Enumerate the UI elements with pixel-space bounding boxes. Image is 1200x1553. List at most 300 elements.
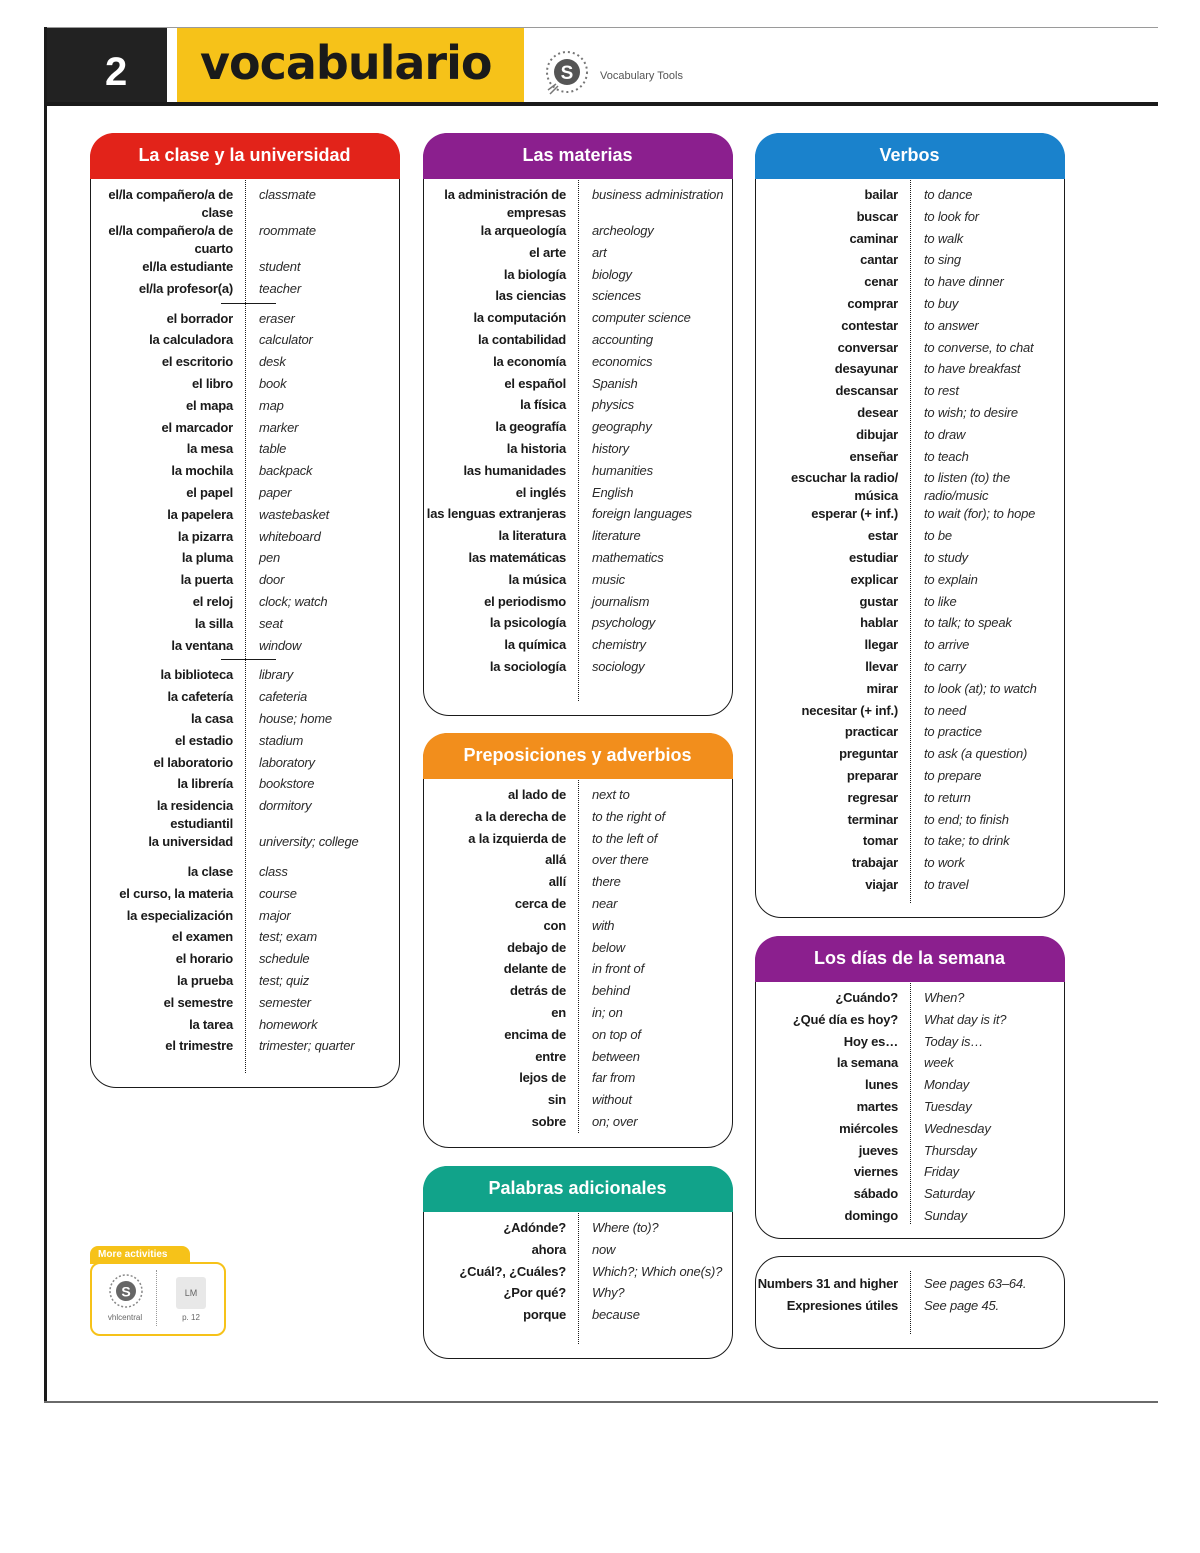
vocab-row [424, 1069, 732, 1091]
vocab-row [91, 637, 399, 659]
vocab-row [424, 571, 732, 593]
english-translation: map [259, 397, 284, 413]
english-translation: Saturday [924, 1186, 975, 1202]
english-translation: door [259, 572, 285, 588]
vocab-row [756, 426, 1064, 448]
section-title-palabras-adicionales: Palabras adicionales [423, 1166, 733, 1212]
spanish-term: la geografía [495, 419, 566, 435]
spanish-term: terminar [847, 811, 898, 827]
spanish-term: viajar [865, 876, 898, 892]
section-title-dias-semana: Los días de la semana [755, 936, 1065, 982]
vocab-row [756, 1297, 1064, 1319]
english-translation: to look (at); to watch [924, 680, 1037, 696]
english-translation: seat [259, 615, 283, 631]
spanish-term: el/la compañero/a de clase [108, 187, 233, 220]
spanish-term: jueves [858, 1142, 898, 1158]
vocab-row [756, 832, 1064, 854]
vocab-list-references [756, 1275, 1064, 1319]
vocab-row [424, 375, 732, 397]
vocab-row [756, 1033, 1064, 1055]
english-translation: Which?; Which one(s)? [592, 1263, 723, 1279]
english-translation: business administration [592, 187, 724, 202]
english-translation: mathematics [592, 549, 664, 565]
english-translation: university; college [259, 834, 359, 850]
english-translation: to travel [924, 876, 969, 892]
english-translation: journalism [592, 593, 650, 609]
vocab-group-courses [91, 863, 399, 1059]
english-translation: desk [259, 354, 286, 370]
vocab-row [91, 688, 399, 710]
english-translation: house; home [259, 710, 332, 726]
spanish-term: preguntar [839, 746, 898, 762]
chapter-number: 2 [105, 50, 128, 94]
spanish-term: la literatura [498, 528, 566, 544]
english-translation: on; over [592, 1113, 638, 1129]
group-separator [91, 302, 399, 310]
english-translation: paper [259, 484, 292, 500]
vocab-row [756, 1207, 1064, 1229]
vocabulary-tools-label: Vocabulary Tools [600, 69, 683, 82]
english-translation: behind [592, 983, 630, 999]
english-translation: Why? [592, 1285, 625, 1301]
english-translation: course [259, 885, 297, 901]
spanish-term: la contabilidad [477, 331, 566, 347]
spanish-term: ¿Qué día es hoy? [792, 1011, 898, 1027]
english-translation: to the right of [592, 808, 665, 824]
spanish-term: la ventana [171, 637, 233, 653]
spanish-term: la administración de empresas [444, 187, 566, 220]
spanish-term: la arqueología [480, 223, 566, 238]
vocab-row [756, 571, 1064, 593]
vocab-row [424, 593, 732, 615]
vocab-row [91, 950, 399, 972]
page-title: vocabulario [200, 36, 492, 90]
english-translation: to the left of [592, 830, 658, 846]
spanish-term: conversar [837, 339, 898, 355]
vocab-row [91, 310, 399, 332]
english-translation: When? [924, 990, 965, 1005]
english-translation: between [592, 1048, 640, 1064]
english-translation: cafeteria [259, 689, 308, 705]
spanish-term: ahora [531, 1241, 566, 1257]
vocab-row [756, 317, 1064, 339]
spanish-term: la calculadora [149, 332, 233, 348]
vocab-row [91, 375, 399, 397]
vocab-row [424, 1048, 732, 1070]
section-title-verbos: Verbos [755, 133, 1065, 179]
vocab-row [91, 353, 399, 375]
group-separator [91, 855, 399, 863]
vocab-row [91, 462, 399, 484]
english-translation: to like [924, 593, 957, 609]
spanish-term: viernes [853, 1164, 898, 1180]
spanish-term: el papel [186, 484, 233, 500]
spanish-term: el libro [191, 375, 233, 391]
vocab-row [756, 614, 1064, 636]
section-references [755, 1256, 1065, 1349]
spanish-term: la economía [493, 353, 566, 369]
spanish-term: porque [523, 1307, 566, 1323]
vocab-row [756, 1163, 1064, 1185]
spanish-term: domingo [844, 1207, 898, 1223]
vocab-row [91, 833, 399, 855]
vocab-row [91, 775, 399, 797]
frame-bottom-line [44, 1401, 1158, 1403]
spanish-term: la especialización [126, 907, 233, 923]
english-translation: to teach [924, 448, 969, 464]
svg-text:S: S [560, 63, 574, 84]
vocab-row [91, 419, 399, 441]
vocab-row [756, 593, 1064, 615]
vocab-row [756, 505, 1064, 527]
spanish-term: delante de [503, 961, 566, 977]
english-translation: to study [924, 549, 968, 565]
english-translation: test; exam [259, 929, 317, 945]
section-title-preposiciones: Preposiciones y adverbios [423, 733, 733, 779]
vocab-row [424, 960, 732, 982]
english-translation: to answer [924, 317, 979, 333]
vocab-row [424, 266, 732, 288]
spanish-term: lejos de [519, 1070, 566, 1086]
spanish-term: allí [548, 874, 566, 890]
english-translation: book [259, 375, 287, 391]
english-translation: to listen (to) the radio/music [924, 470, 1010, 504]
vocab-row [756, 789, 1064, 811]
english-translation: art [592, 244, 607, 260]
english-translation: geography [592, 419, 652, 435]
group-separator [91, 658, 399, 666]
spanish-term: encima de [504, 1026, 566, 1042]
english-translation: to dance [924, 187, 973, 202]
english-translation: English [592, 484, 634, 500]
spanish-term: la residencia estudiantil [156, 798, 233, 832]
spanish-term: gustar [859, 593, 898, 609]
lab-manual-page: p. 12 [182, 1313, 200, 1322]
spanish-term: cerca de [514, 895, 566, 911]
vocab-row [424, 982, 732, 1004]
english-translation: bookstore [259, 776, 315, 792]
vocab-list-adicionales [424, 1219, 732, 1328]
english-translation: window [259, 637, 302, 653]
vocab-row [424, 418, 732, 440]
spanish-term: la física [520, 397, 566, 413]
vocab-row [424, 549, 732, 571]
vocab-row [756, 448, 1064, 470]
english-translation: classmate [259, 187, 316, 202]
english-translation: pen [259, 550, 281, 566]
vocab-row [756, 251, 1064, 273]
vocab-row [756, 360, 1064, 382]
section-dias-semana [755, 936, 1065, 1239]
spanish-term: bailar [864, 187, 898, 202]
spanish-term: enseñar [849, 448, 898, 464]
spanish-term: la computación [473, 310, 566, 326]
vocab-row [424, 851, 732, 873]
section-title-las-materias: Las materias [423, 133, 733, 179]
english-translation: without [592, 1092, 632, 1108]
vocab-row [91, 1016, 399, 1038]
vocab-row [424, 1113, 732, 1135]
vocab-row [756, 273, 1064, 295]
vocab-row [91, 258, 399, 280]
spanish-term: la casa [191, 710, 233, 726]
spanish-term: el examen [171, 929, 233, 945]
spanish-term: la universidad [148, 834, 233, 850]
spanish-term: Numbers 31 and higher [757, 1276, 898, 1291]
vocab-row [756, 549, 1064, 571]
english-translation: far from [592, 1070, 636, 1086]
english-translation: whiteboard [259, 528, 321, 544]
english-translation: to explain [924, 571, 978, 587]
spanish-term: la silla [194, 615, 233, 631]
vocab-row [756, 658, 1064, 680]
spanish-term: buscar [856, 208, 898, 224]
spanish-term: la prueba [177, 972, 233, 988]
english-translation: history [592, 440, 629, 456]
spanish-term: la tarea [189, 1016, 233, 1032]
english-translation: major [259, 907, 291, 923]
spanish-term: ¿Por qué? [503, 1285, 566, 1301]
spanish-term: la biblioteca [160, 667, 233, 683]
spanish-term: caminar [849, 230, 898, 246]
english-translation: What day is it? [924, 1011, 1007, 1027]
vocab-row [424, 244, 732, 266]
english-translation: there [592, 874, 621, 890]
vocab-list-clase [91, 186, 399, 1059]
vocab-row [91, 593, 399, 615]
english-translation: foreign languages [592, 506, 692, 522]
spanish-term: practicar [844, 724, 898, 740]
section-preposiciones [423, 733, 733, 1148]
spanish-term: el español [504, 375, 566, 391]
english-translation: Friday [924, 1164, 959, 1180]
vocab-row [91, 994, 399, 1016]
spanish-term: la sociología [489, 658, 566, 674]
vocab-row [756, 295, 1064, 317]
spanish-term: el estadio [175, 732, 233, 748]
spanish-term: la historia [506, 440, 566, 456]
english-translation: now [592, 1241, 616, 1257]
spanish-term: desayunar [834, 361, 898, 377]
english-translation: below [592, 939, 625, 955]
more-activities-tab: More activities [90, 1246, 190, 1264]
spanish-term: el curso, la materia [119, 885, 233, 901]
vocab-row [424, 505, 732, 527]
spanish-term: la pizarra [177, 528, 233, 544]
vocab-row [91, 280, 399, 302]
vhlcentral-label: vhlcentral [107, 1313, 143, 1322]
spanish-term: sábado [853, 1186, 898, 1202]
spanish-term: el laboratorio [153, 754, 233, 770]
english-translation: marker [259, 419, 299, 435]
english-translation: to buy [924, 295, 959, 311]
english-translation: to end; to finish [924, 811, 1009, 827]
section-las-materias [423, 133, 733, 716]
vocab-row [756, 230, 1064, 252]
vocab-row [91, 885, 399, 907]
spanish-term: la mochila [171, 463, 233, 479]
spanish-term: allá [545, 852, 566, 868]
spanish-term: a la izquierda de [468, 830, 566, 846]
english-translation: to sing [924, 252, 961, 268]
vocab-row [756, 989, 1064, 1011]
vocab-row [424, 1091, 732, 1113]
vocab-row [91, 506, 399, 528]
spanish-term: entre [535, 1048, 566, 1064]
vocab-row [424, 309, 732, 331]
english-translation: to talk; to speak [924, 615, 1012, 631]
spanish-term: dibujar [856, 426, 898, 442]
vocab-row [424, 287, 732, 309]
vocab-list-dias [756, 989, 1064, 1229]
spanish-term: detrás de [509, 983, 566, 999]
separator-rule [221, 303, 276, 304]
vocab-row [756, 680, 1064, 702]
english-translation: to carry [924, 658, 966, 674]
vocab-row [424, 873, 732, 895]
vocab-row [424, 1241, 732, 1263]
vhlcentral-icon[interactable] [106, 1272, 146, 1317]
english-translation: Wednesday [924, 1120, 991, 1136]
vocab-row [91, 666, 399, 688]
english-translation: to prepare [924, 767, 982, 783]
vocab-row [91, 440, 399, 462]
english-translation: table [259, 441, 287, 457]
frame-left-line [44, 27, 47, 1403]
english-translation: See page 45. [924, 1297, 999, 1313]
vocab-row [91, 222, 399, 258]
vocab-row [91, 549, 399, 571]
vocab-row [424, 808, 732, 830]
english-translation: to have dinner [924, 274, 1004, 290]
english-translation: week [924, 1055, 954, 1071]
english-translation: roommate [259, 223, 316, 238]
english-translation: on top of [592, 1026, 641, 1042]
vocab-row [756, 1142, 1064, 1164]
english-translation: to ask (a question) [924, 746, 1028, 762]
vocab-group-dias [756, 989, 1064, 1229]
vocab-row [91, 907, 399, 929]
more-activities-separator [156, 1270, 157, 1326]
spanish-term: el trimestre [165, 1038, 233, 1054]
english-translation: to have breakfast [924, 361, 1021, 377]
vocab-row [756, 1120, 1064, 1142]
vocab-row [756, 745, 1064, 767]
english-translation: with [592, 917, 615, 933]
spanish-term: el arte [529, 244, 566, 260]
vocab-row [91, 1037, 399, 1059]
lab-manual-button[interactable]: LM [176, 1277, 206, 1309]
spanish-term: el/la compañero/a de cuarto [108, 223, 233, 256]
vocab-row [91, 863, 399, 885]
spanish-term: regresar [847, 789, 898, 805]
vocab-row [91, 732, 399, 754]
spanish-term: el inglés [515, 484, 566, 500]
vocab-group-preposiciones [424, 786, 732, 1135]
vocab-row [91, 754, 399, 776]
spanish-term: en [551, 1004, 566, 1020]
spanish-term: Hoy es… [843, 1033, 898, 1049]
english-translation: economics [592, 353, 653, 369]
vocab-row [756, 404, 1064, 426]
vocab-row [424, 396, 732, 418]
spanish-term: el semestre [163, 994, 233, 1010]
english-translation: humanities [592, 462, 653, 478]
english-translation: library [259, 667, 293, 683]
spanish-term: estudiar [849, 549, 898, 565]
section-title-la-clase: La clase y la universidad [90, 133, 400, 179]
spanish-term: la mesa [186, 441, 233, 457]
vocab-row [756, 1054, 1064, 1076]
english-translation: to wish; to desire [924, 404, 1018, 420]
english-translation: See pages 63–64. [924, 1276, 1027, 1291]
spanish-term: cenar [864, 274, 898, 290]
spanish-term: al lado de [508, 787, 566, 802]
vocabulary-tools-link[interactable] [540, 48, 683, 103]
english-translation: to walk [924, 230, 964, 246]
spanish-term: las lenguas extranjeras [426, 506, 566, 522]
english-translation: teacher [259, 280, 301, 296]
spanish-term: la semana [836, 1055, 898, 1071]
vocab-row [424, 222, 732, 244]
english-translation: computer science [592, 310, 691, 326]
vocab-row [756, 636, 1064, 658]
english-translation: to draw [924, 426, 966, 442]
separator-rule [221, 659, 276, 660]
spanish-term: descansar [835, 383, 898, 399]
spanish-term: debajo de [507, 939, 566, 955]
spanish-term: mirar [866, 680, 898, 696]
vocab-row [424, 462, 732, 484]
vocab-row [756, 854, 1064, 876]
vocab-row [424, 484, 732, 506]
section-palabras-adicionales [423, 1166, 733, 1359]
english-translation: semester [259, 994, 311, 1010]
english-translation: calculator [259, 332, 313, 348]
vocab-row [424, 917, 732, 939]
vocab-group-verbos [756, 186, 1064, 898]
vocabulary-tools-icon [540, 48, 594, 103]
english-translation: wastebasket [259, 506, 330, 522]
english-translation: to rest [924, 383, 959, 399]
spanish-term: el periodismo [484, 593, 566, 609]
vocab-row [756, 767, 1064, 789]
spanish-term: trabajar [851, 855, 898, 871]
vocab-group-objects [91, 310, 399, 659]
vocab-group-adicionales [424, 1219, 732, 1328]
vocab-group-places [91, 666, 399, 855]
vocab-row [756, 208, 1064, 230]
vocab-row [756, 527, 1064, 549]
english-translation: test; quiz [259, 972, 310, 988]
spanish-term: el reloj [192, 593, 233, 609]
english-translation: chemistry [592, 637, 646, 653]
spanish-term: estar [867, 528, 898, 544]
english-translation: to converse, to chat [924, 339, 1034, 355]
section-verbos [755, 133, 1065, 918]
english-translation: sciences [592, 288, 641, 304]
vocab-list-verbos [756, 186, 1064, 898]
spanish-term: el escritorio [161, 354, 233, 370]
english-translation: biology [592, 266, 632, 282]
english-translation: dormitory [259, 798, 312, 814]
spanish-term: explicar [850, 571, 898, 587]
vocab-row [91, 331, 399, 353]
spanish-term: llevar [865, 658, 898, 674]
vocab-row [756, 1076, 1064, 1098]
spanish-term: las matemáticas [468, 549, 566, 565]
vocab-row [91, 186, 399, 222]
